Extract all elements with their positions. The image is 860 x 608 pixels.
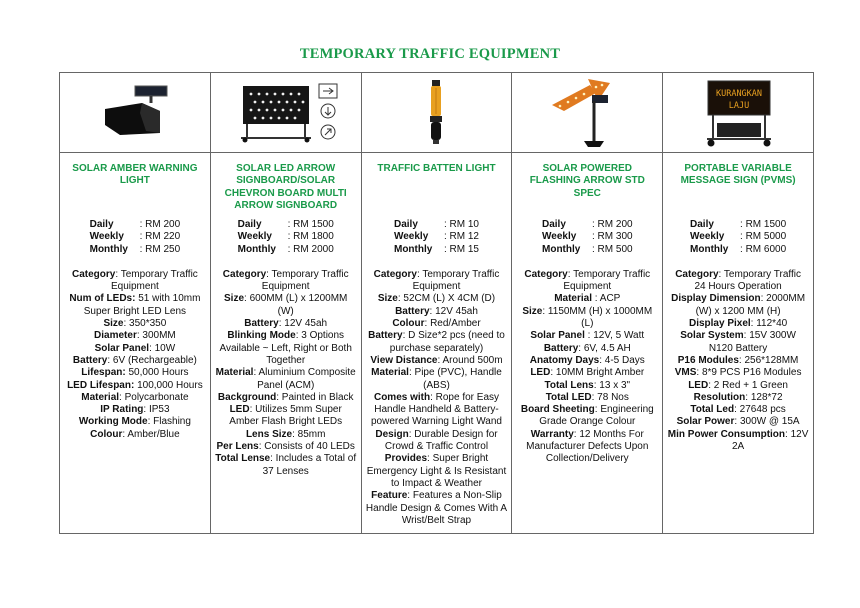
spec-label: Material (81, 391, 120, 403)
product-name: SOLAR AMBER WARNING LIGHT (72, 163, 198, 187)
spec-value: : Temporary Traffic Equipment (261, 268, 349, 293)
spec-label: Solar Panel (94, 342, 150, 354)
spec-value: : 78 Nos (591, 391, 629, 403)
spec-value: : 8*9 PCS P16 Modules (696, 367, 802, 379)
product-column (211, 73, 362, 533)
spec-value: : Painted in Black (276, 391, 354, 403)
spec-value: : 85mm (292, 428, 326, 440)
spec-label: Colour (90, 428, 123, 440)
spec-value: 24 Hours Operation (694, 281, 782, 293)
spec-label: View Distance (370, 354, 438, 366)
price-value: : RM 5000 (740, 231, 787, 243)
price-label: Weekly (542, 231, 577, 243)
spec-value: : Pipe (PVC), Handle (ABS) (408, 367, 502, 391)
spec-list (516, 269, 658, 466)
spec-value: : 1150MM (H) x 1000MM (L) (542, 305, 653, 330)
spec-label: Blinking Mode (227, 330, 296, 342)
spec-value: : IP53 (143, 404, 170, 416)
spec-label: Provides (384, 453, 428, 465)
spec-label: Category (675, 268, 719, 280)
spec-label: VMS (674, 367, 697, 379)
spec-label: Per Lens (216, 441, 259, 453)
product-name: TRAFFIC BATTEN LIGHT (377, 163, 496, 174)
sign-line-1: KURANGKAN (716, 88, 763, 99)
price-value: : RM 6000 (740, 243, 787, 255)
product-image-solar-led-arrow-signboard (211, 73, 361, 153)
spec-list (215, 269, 357, 478)
price-value: : RM 200 (592, 219, 633, 230)
spec-value: : 256*128MM (738, 354, 799, 366)
spec-label: Battery (368, 330, 403, 342)
product-column (663, 73, 813, 533)
spec-label: Warranty (530, 428, 574, 440)
spec-value: : 3 Options Available ~ Left, Right or Both Together (219, 330, 352, 366)
price-label: Daily (690, 219, 714, 230)
price-label: Monthly (89, 243, 128, 255)
spec-value: : 4-5 Days (599, 354, 645, 366)
spec-label: Category (72, 268, 116, 280)
spec-label: Anatomy Days (529, 354, 600, 366)
spec-value: : 12V 45ah (278, 318, 328, 330)
spec-label: Min Power Consumption (667, 428, 786, 440)
price-value: : RM 15 (443, 243, 479, 255)
spec-value: 50,000 Hours (125, 367, 189, 379)
spec-label: Lifespan: (81, 367, 126, 379)
spec-value: : 6V (Rechargeable) (107, 354, 197, 366)
spec-label: Battery (72, 354, 108, 366)
spec-list (667, 269, 809, 453)
spec-label: Material (215, 367, 254, 379)
spec-label: P16 Modules (677, 354, 739, 366)
spec-value: : Engineering Grade Orange Colour (539, 404, 654, 428)
spec-value: : 112*40 (750, 318, 788, 330)
spec-value: : 12V 2A (731, 428, 809, 453)
price-list (690, 219, 786, 256)
spec-value: : Temporary Traffic Equipment (563, 268, 651, 293)
spec-label: Size (103, 318, 124, 330)
price-value: : RM 1800 (287, 231, 334, 243)
spec-value: : 2 Red + 1 Green (708, 379, 788, 391)
price-label: Weekly (89, 231, 124, 243)
spec-label: IP Rating (100, 404, 144, 416)
price-label: Daily (542, 219, 566, 230)
spec-list (64, 269, 206, 441)
price-label: Monthly (393, 243, 433, 255)
spec-label: Solar System (680, 330, 744, 342)
spec-value: : 12V, 5 Watt (584, 330, 645, 342)
price-label: Monthly (690, 243, 729, 255)
page-title: TEMPORARY TRAFFIC EQUIPMENT (299, 46, 561, 62)
spec-label: Size (522, 305, 543, 317)
spec-label: Total LED (545, 391, 592, 403)
product-name: SOLAR LED ARROW SIGNBOARD/SOLAR CHEVRON BOARD MULTI ARROW SIGNBOARD (224, 163, 347, 211)
spec-label: LED Lifespan: (67, 379, 135, 391)
spec-value: : Consists of 40 LEDs (258, 441, 355, 453)
product-name: SOLAR POWERED FLASHING ARROW STD SPEC (529, 163, 645, 199)
spec-value: : Amber/Blue (122, 428, 180, 440)
spec-value: : Aluminium Composite Panel (ACM) (253, 367, 356, 391)
spec-value: : Durable Design for Crowd & Traffic Control (384, 428, 498, 453)
price-value: : RM 200 (139, 219, 181, 230)
price-list (90, 219, 181, 256)
spec-value: 51 with 10mm Super Bright LED Lens (83, 293, 201, 317)
spec-value: : 600MM (L) x 1200MM (W) (244, 293, 348, 317)
spec-label: Category (524, 268, 568, 280)
spec-label: Battery (244, 318, 279, 330)
spec-label: Battery (543, 342, 579, 354)
spec-value: : 15V 300W N120 Battery (708, 330, 796, 354)
spec-value: : Rope for Easy Handle Handheld & Battery-powered Warning Light Wand (370, 391, 502, 428)
spec-value: : D Size*2 pcs (need to purchase separately) (389, 330, 505, 354)
spec-label: LED (229, 404, 250, 416)
spec-value: : Utilizes 5mm Super Amber Flash Bright LEDs (229, 404, 343, 428)
spec-label: Diameter (94, 330, 137, 342)
price-label: Weekly (393, 231, 429, 243)
spec-value: : Super Bright Emergency Light & Is Resistant to Impact & Weather (366, 453, 507, 489)
spec-value: : Temporary Traffic Equipment (412, 268, 500, 293)
spec-value: : Polycarbonate (119, 391, 189, 403)
spec-value: : 300W @ 15A (734, 416, 800, 428)
spec-value: : Temporary Traffic Equipment (110, 268, 198, 293)
spec-value: : 52CM (L) X 4CM (D) (397, 293, 496, 305)
spec-value: : Features a Non-Slip Handle Design & Comes With A Wrist/Belt Strap (365, 490, 508, 526)
spec-value: : Around 500m (437, 354, 503, 366)
spec-label: Material (554, 293, 592, 305)
spec-value: : 128*72 (745, 391, 783, 403)
product-image-solar-amber-warning-light (60, 73, 210, 153)
spec-value: : 12V 45ah (429, 305, 478, 317)
spec-label: Total Led (690, 404, 735, 416)
price-list (542, 219, 633, 256)
spec-value: : Flashing (147, 416, 191, 428)
spec-value: : Red/Amber (424, 318, 481, 330)
spec-label: Category (373, 268, 417, 280)
spec-label: Resolution (693, 391, 746, 403)
spec-label: Total Lense (215, 453, 271, 465)
price-value: : RM 1500 (287, 219, 334, 230)
spec-value: : 2000MM (W) x 1200 MM (H) (695, 293, 806, 317)
spec-value: : 350*350 (123, 318, 167, 330)
spec-label: LED (688, 379, 709, 391)
spec-label: Colour (392, 318, 425, 330)
spec-value: : Includes a Total of 37 Lenses (262, 453, 357, 477)
spec-label: Display Pixel (688, 318, 751, 330)
price-value: : RM 10 (443, 219, 479, 230)
spec-value: 100,000 Hours (134, 379, 203, 391)
price-value: : RM 220 (139, 231, 181, 243)
spec-label: Lens Size (245, 428, 293, 440)
spec-label: Solar Power (676, 416, 735, 428)
price-value: : RM 500 (592, 243, 633, 255)
spec-value: : 300MM (136, 330, 176, 342)
price-value: : RM 12 (443, 231, 479, 243)
spec-value: : 27648 pcs (734, 404, 786, 416)
price-value: : RM 2000 (287, 243, 334, 255)
spec-label: Material (371, 367, 409, 379)
spec-label: Comes with (373, 391, 431, 403)
product-column (362, 73, 513, 533)
price-list (394, 219, 479, 256)
spec-label: Background (217, 391, 277, 403)
spec-value: : Temporary Traffic (718, 268, 801, 280)
spec-label: Battery (395, 305, 430, 317)
spec-label: Board Sheeting (520, 404, 595, 416)
product-image-solar-flashing-arrow (512, 73, 662, 153)
spec-value: : 10W (149, 342, 176, 354)
price-value: : RM 1500 (740, 219, 787, 230)
sign-line-2: LAJU (728, 100, 750, 111)
spec-label: Working Mode (78, 416, 148, 428)
price-label: Weekly (690, 231, 725, 243)
price-value: : RM 250 (139, 243, 181, 255)
price-label: Daily (237, 219, 262, 230)
price-label: Monthly (542, 243, 581, 255)
spec-label: LED (530, 367, 551, 379)
spec-value: : 10MM Bright Amber (550, 367, 645, 379)
equipment-table (59, 72, 814, 534)
price-label: Daily (393, 219, 418, 230)
spec-value: : ACP (592, 293, 621, 305)
price-label: Weekly (237, 231, 272, 243)
price-value: : RM 300 (592, 231, 633, 243)
spec-value: : 12 Months For Manufacturer Defects Upon Collection/Delivery (526, 428, 649, 465)
product-column (60, 73, 211, 533)
product-name: PORTABLE VARIABLE MESSAGE SIGN (PVMS) (680, 163, 796, 187)
product-image-pvms (663, 73, 813, 153)
price-label: Daily (89, 219, 114, 230)
spec-value: : 13 x 3" (593, 379, 631, 391)
product-image-traffic-batten-light (362, 73, 512, 153)
spec-label: Total Lens (544, 379, 594, 391)
spec-label: Feature (371, 490, 408, 502)
price-label: Monthly (237, 243, 276, 255)
spec-label: Num of LEDs: (69, 293, 136, 305)
product-column (512, 73, 663, 533)
spec-label: Solar Panel (530, 330, 585, 342)
spec-label: Design (375, 428, 409, 440)
spec-label: Display Dimension (671, 293, 761, 305)
spec-label: Category (222, 268, 267, 280)
price-list (238, 219, 334, 256)
spec-value: : 6V, 4.5 AH (578, 342, 631, 354)
spec-label: Size (224, 293, 245, 305)
spec-label: Size (377, 293, 398, 305)
spec-list (366, 269, 508, 527)
